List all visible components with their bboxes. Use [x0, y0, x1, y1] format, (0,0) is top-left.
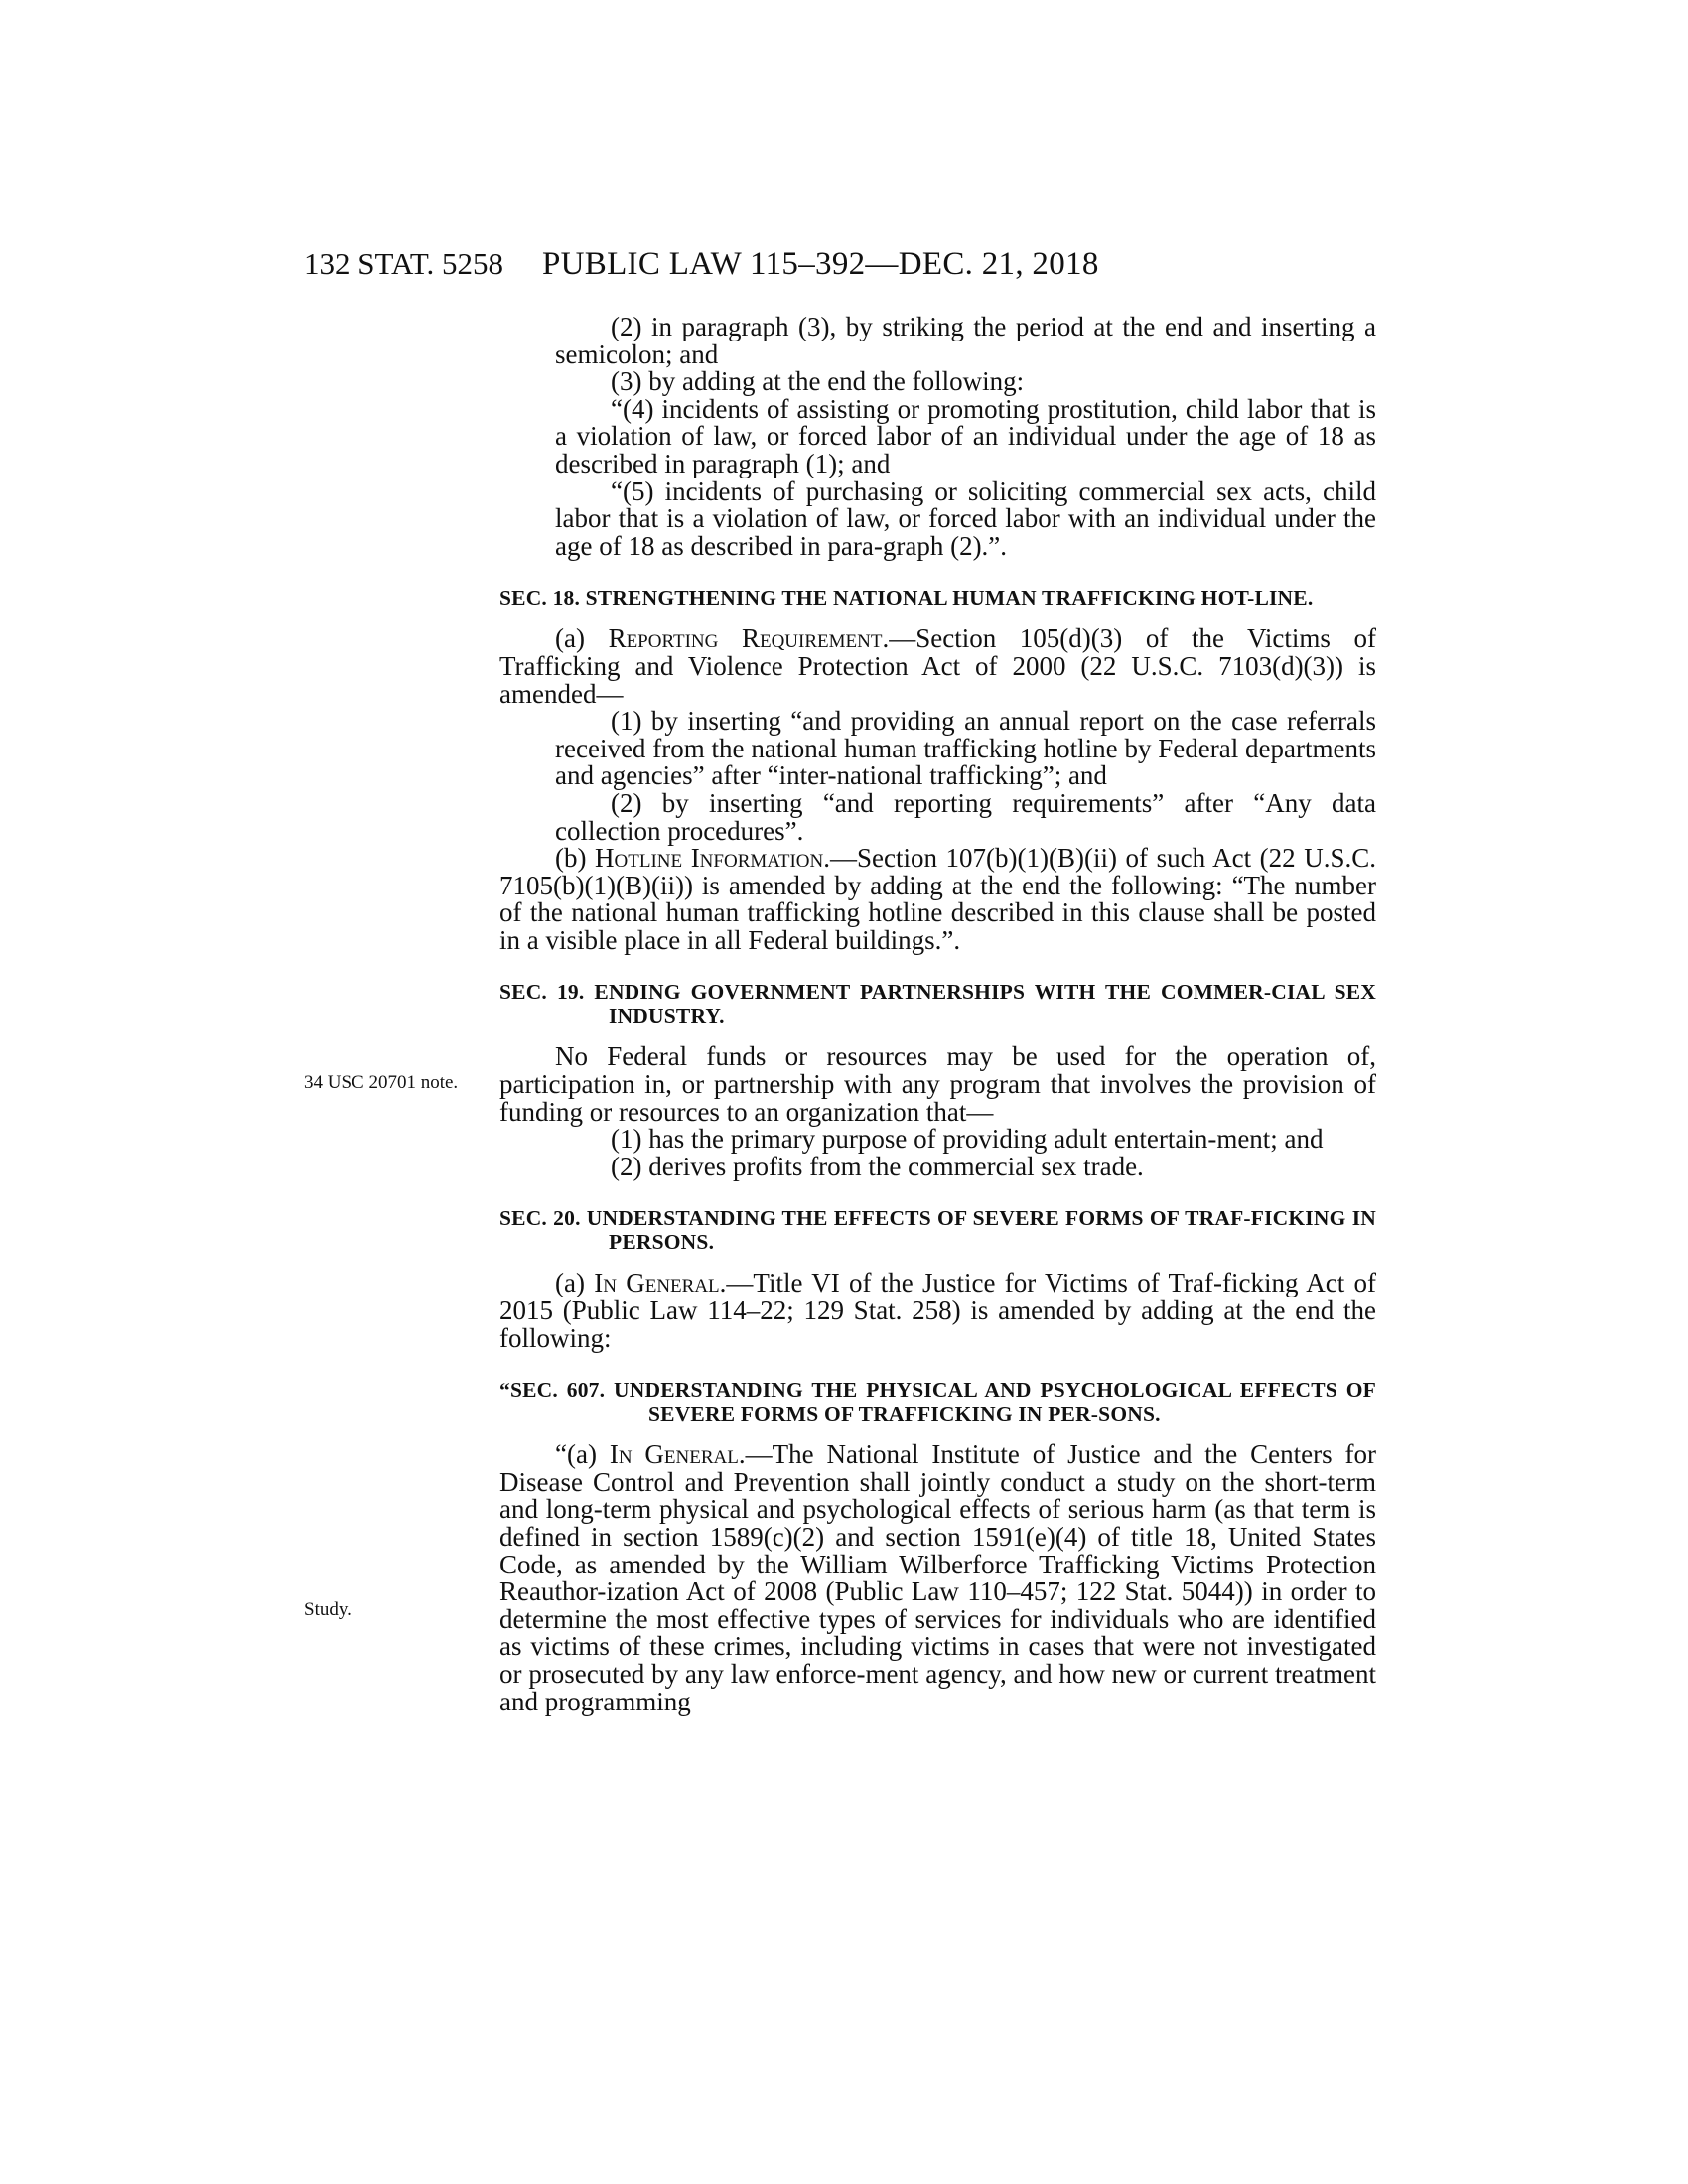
section-18-b-caption: Hotline Information — [595, 843, 824, 874]
section-18-heading: SEC. 18. STRENGTHENING THE NATIONAL HUMAN TRAFFICKING HOT-LINE. — [499, 586, 1314, 611]
intro-item-2: (2) in paragraph (3), by striking the period at the end and inserting a semicolon; and — [555, 312, 1376, 369]
section-607-a-text: .—The National Institute of Justice and the Centers for Disease Control and Prevention shall jointly conduct a study on the short-term and long-term physical and psychological effects of serious harm (as that term is defined in section 1589(c)(2) and section 1591(e)(4) of title 18, United States Code, as amended by the William Wilberforce Trafficking Victims Protection Reauthor-ization Act of 2008 (Public Law 110–457; 122 Stat. 5044)) in order to determine the most effective types of services for individuals who are identified as victims of these crimes, including victims in cases that were not investigated or prosecuted by any law enforce-ment agency, and how new or current treatment and programming — [499, 1439, 1377, 1716]
section-20-a-caption: In General — [594, 1268, 720, 1298]
document-body — [499, 314, 1376, 1715]
section-607-a — [499, 1441, 1376, 1715]
section-19-text: No Federal funds or resources may be used for the operation of, participation in, or partnership with any program that involves the provision of funding or resources to an organization that— — [499, 1041, 1376, 1127]
section-19-items — [499, 1126, 1376, 1180]
quoted-item-4: “(4) incidents of assisting or promoting prostitution, child labor that is a violation of law, or forced labor of an individual under the age of 18 as described in paragraph (1); and — [555, 393, 1376, 478]
section-19-item-2: (2) derives profits from the commercial sex trade. — [611, 1151, 1144, 1181]
section-18-a-text: .—Section 105(d)(3) of the Victims of Trafficking and Violence Protection Act of 2000 (22 U.S.C. 7103(d)(3)) is amended— — [499, 623, 1376, 709]
section-18-a-caption: Reporting Requirement — [608, 623, 883, 654]
section-607-a-caption: In General — [609, 1439, 739, 1470]
margin-note-usc: 34 USC 20701 note. — [304, 1072, 459, 1093]
page-header — [304, 244, 1217, 288]
intro-items — [499, 314, 1376, 560]
section-20-a-text: .—Title VI of the Justice for Victims of Traf-ficking Act of 2015 (Public Law 114–22; 129 Stat. 258) is amended by adding at the end the following: — [499, 1268, 1376, 1353]
margin-note-study: Study. — [304, 1599, 352, 1620]
section-20-heading: SEC. 20. UNDERSTANDING THE EFFECTS OF SEVERE FORMS OF TRAF-FICKING IN PERSONS. — [499, 1206, 1376, 1255]
section-20-a-label: (a) — [555, 1268, 595, 1298]
section-19-item-1: (1) has the primary purpose of providing adult entertain-ment; and — [611, 1124, 1324, 1155]
stat-reference: 132 STAT. 5258 — [304, 246, 504, 281]
law-title: PUBLIC LAW 115–392—DEC. 21, 2018 — [542, 246, 1099, 282]
section-18-b-label: (b) — [555, 843, 596, 874]
intro-item-3: (3) by adding at the end the following: — [611, 366, 1025, 397]
section-18-a-2: (2) by inserting “and reporting requirements” after “Any data collection procedures”. — [555, 787, 1376, 846]
section-18-b — [499, 845, 1376, 954]
section-18-a-label: (a) — [555, 623, 609, 654]
section-19-heading: SEC. 19. ENDING GOVERNMENT PARTNERSHIPS WITH THE COMMER-CIAL SEX INDUSTRY. — [499, 980, 1376, 1028]
section-18-b-text: .—Section 107(b)(1)(B)(ii) of such Act (22 U.S.C. 7105(b)(1)(B)(ii)) is amended by adding at the end the following: “The number of the national human trafficking hotline described in this clause shall be posted in a visible place in all Federal buildings.”. — [499, 843, 1376, 955]
section-607-a-label: “(a) — [555, 1439, 610, 1470]
quoted-item-5: “(5) incidents of purchasing or soliciting commercial sex acts, child labor that is a violation of law, or forced labor with an individual under the age of 18 as described in para-graph (2).”. — [555, 476, 1376, 561]
section-18-a-items — [499, 708, 1376, 845]
section-18-a — [499, 625, 1376, 708]
section-18-a-1: (1) by inserting “and providing an annual report on the case referrals received from the national human trafficking hotline by Federal departments and agencies” after “inter-national trafficking”; and — [555, 706, 1376, 791]
section-607-heading: “SEC. 607. UNDERSTANDING THE PHYSICAL AND PSYCHOLOGICAL EFFECTS OF SEVERE FORMS OF TRAFFICKING IN PER-SONS. — [499, 1378, 1376, 1427]
section-20-a — [499, 1270, 1376, 1352]
